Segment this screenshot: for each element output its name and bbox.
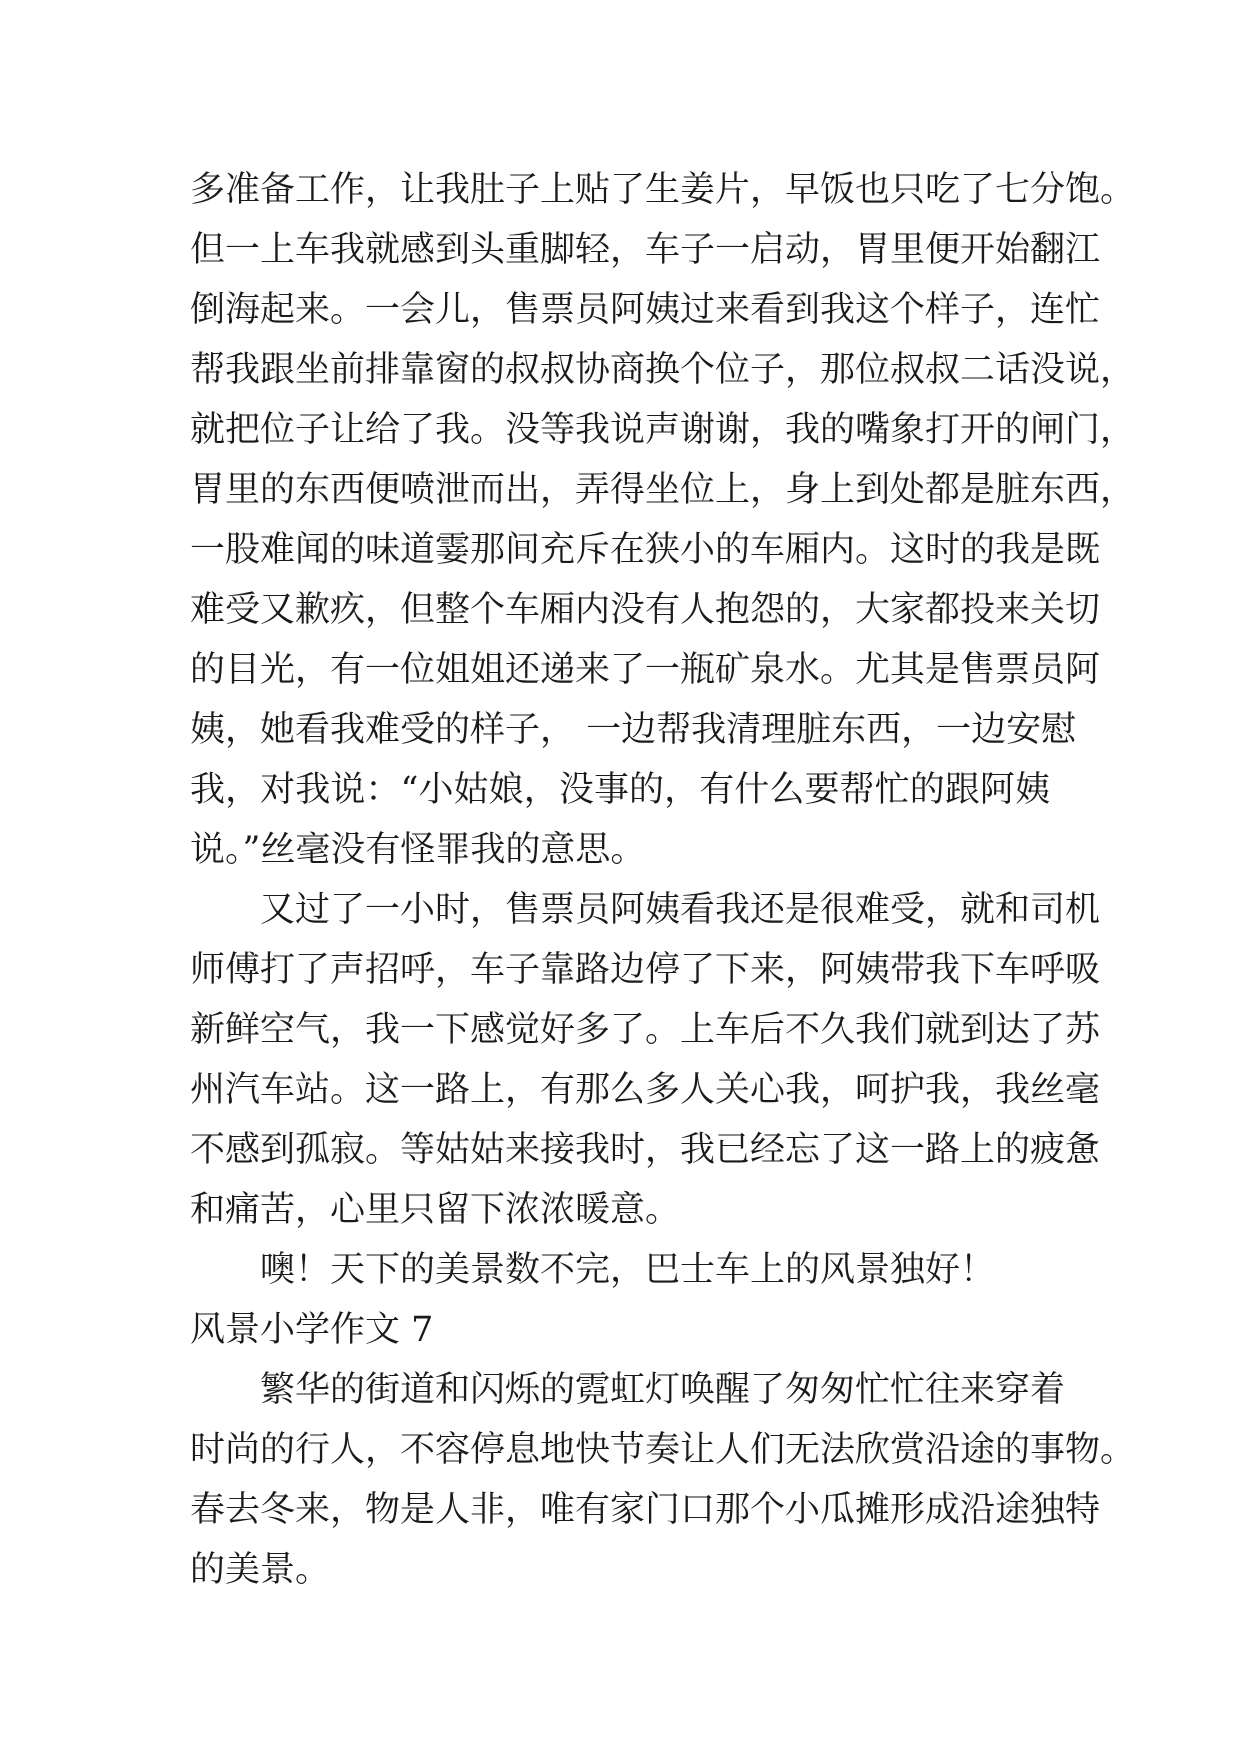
text-line: 一股难闻的味道霎那间充斥在狭小的车厢内。这时的我是既 [190, 530, 1101, 570]
text-line: 的目光，有一位姐姐还递来了一瓶矿泉水。尤其是售票员阿 [190, 650, 1101, 690]
paragraph-end-line: 和痛苦，心里只留下浓浓暖意。 [190, 1190, 681, 1230]
text-line: 但一上车我就感到头重脚轻，车子一启动，胃里便开始翻江 [190, 230, 1101, 270]
paragraph-single-line: 噢！天下的美景数不完，巴士车上的风景独好！ [260, 1250, 996, 1290]
text-line: 不感到孤寂。等姑姑来接我时，我已经忘了这一路上的疲惫 [190, 1130, 1101, 1170]
text-line: 胃里的东西便喷泄而出，弄得坐位上，身上到处都是脏东西， [190, 470, 1136, 510]
text-line: 就把位子让给了我。没等我说声谢谢，我的嘴象打开的闸门， [190, 410, 1136, 450]
paragraph-start-line: 又过了一小时，售票员阿姨看我还是很难受，就和司机 [260, 890, 1101, 930]
paragraph-start-line: 繁华的街道和闪烁的霓虹灯唤醒了匆匆忙忙往来穿着 [260, 1370, 1066, 1410]
paragraph-end-line: 说。”丝毫没有怪罪我的意思。 [190, 830, 646, 870]
text-line: 我，对我说：“小姑娘，没事的，有什么要帮忙的跟阿姨 [190, 770, 1050, 810]
text-line: 新鲜空气，我一下感觉好多了。上车后不久我们就到达了苏 [190, 1010, 1101, 1050]
text-line: 姨，她看我难受的样子， 一边帮我清理脏东西，一边安慰 [190, 710, 1077, 750]
text-line: 州汽车站。这一路上，有那么多人关心我，呵护我，我丝毫 [190, 1070, 1101, 1110]
paragraph-end-line: 的美景。 [190, 1550, 331, 1590]
text-line: 春去冬来，物是人非，唯有家门口那个小瓜摊形成沿途独特 [190, 1490, 1101, 1530]
text-line: 帮我跟坐前排靠窗的叔叔协商换个位子，那位叔叔二话没说， [190, 350, 1136, 390]
text-line: 师傅打了声招呼，车子靠路边停了下来，阿姨带我下车呼吸 [190, 950, 1101, 990]
text-line: 多准备工作，让我肚子上贴了生姜片，早饭也只吃了七分饱。 [190, 170, 1136, 210]
document-body [190, 160, 1136, 1600]
text-line: 倒海起来。一会儿，售票员阿姨过来看到我这个样子，连忙 [190, 290, 1101, 330]
text-line: 难受又歉疚，但整个车厢内没有人抱怨的，大家都投来关切 [190, 590, 1101, 630]
text-line: 时尚的行人，不容停息地快节奏让人们无法欣赏沿途的事物。 [190, 1430, 1136, 1470]
section-heading: 风景小学作文 7 [190, 1310, 434, 1350]
